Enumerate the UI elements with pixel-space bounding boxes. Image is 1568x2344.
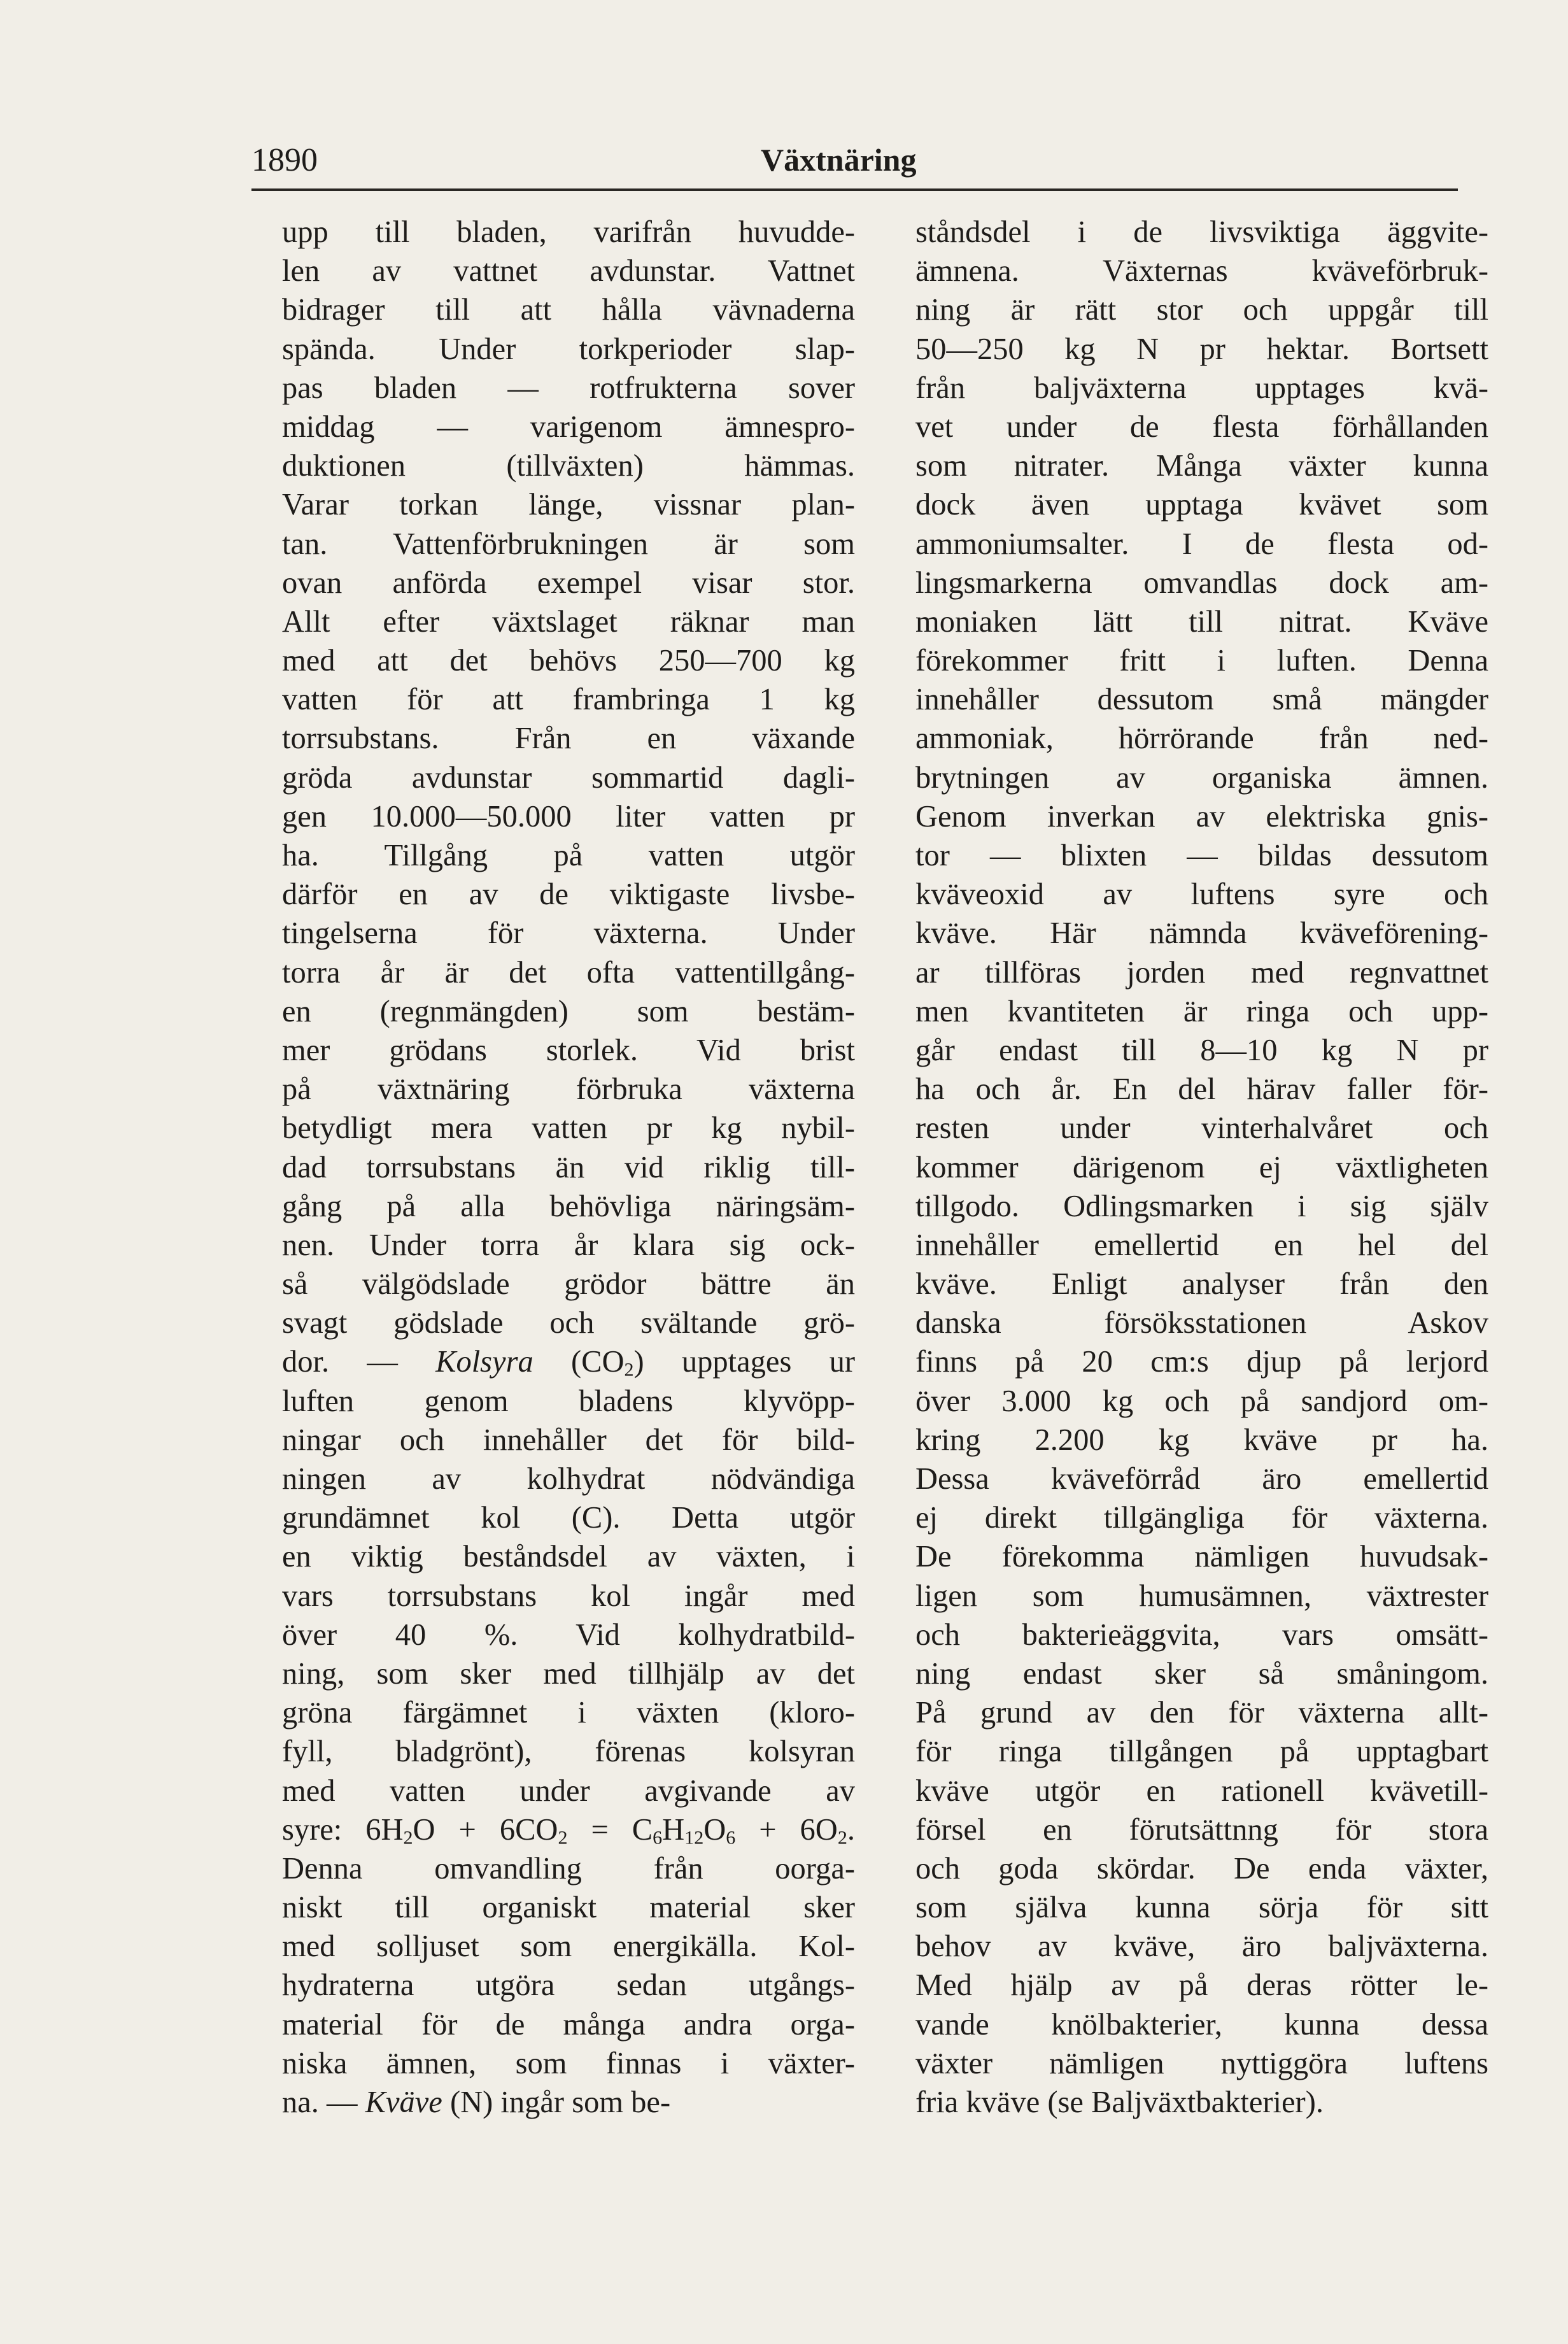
text-line: vande knölbakterier, kunna dessa xyxy=(915,2007,1488,2042)
text-line: Med hjälp av på deras rötter le- xyxy=(915,1968,1488,2003)
text-line: pas bladen — rotfrukterna sover xyxy=(282,371,855,405)
text-line: med solljuset som energikälla. Kol- xyxy=(282,1929,855,1964)
text-run: O + 6CO xyxy=(413,1812,558,1847)
text-line: På grund av den för växterna allt- xyxy=(915,1696,1488,1730)
text-line: resten under vinterhalvåret och xyxy=(915,1111,1488,1146)
text-line: tingelserna för växterna. Under xyxy=(282,916,855,951)
text-line: niskt till organiskt material sker xyxy=(282,1891,855,1925)
text-line: men kvantiteten är ringa och upp- xyxy=(915,994,1488,1028)
text-line: brytningen av organiska ämnen. xyxy=(915,760,1488,795)
left-text-column xyxy=(282,213,855,2122)
text-line: Dessa kväveförråd äro emellertid xyxy=(915,1462,1488,1496)
text-line: på växtnäring förbruka växterna xyxy=(282,1072,855,1107)
text-line: över 40 %. Vid kolhydratbild- xyxy=(282,1617,855,1652)
text-run: O xyxy=(703,1812,726,1847)
text-line: Denna omvandling från oorga- xyxy=(282,1851,855,1886)
text-line: grundämnet kol (C). Detta utgör xyxy=(282,1501,855,1535)
text-line: kväve. Här nämnda kväveförening- xyxy=(915,916,1488,951)
text-line: ning, som sker med tillhjälp av det xyxy=(282,1656,855,1691)
text-line: gröda avdunstar sommartid dagli- xyxy=(282,760,855,795)
text-line: kring 2.200 kg kväve pr ha. xyxy=(915,1423,1488,1457)
text-run: = C xyxy=(567,1812,653,1847)
text-run: 2 xyxy=(403,1826,413,1849)
text-line: betydligt mera vatten pr kg nybil- xyxy=(282,1111,855,1146)
text-line: Allt efter växtslaget räknar man xyxy=(282,604,855,639)
text-run: ) upptages ur xyxy=(633,1345,855,1379)
text-line: kväve. Enligt analyser från den xyxy=(915,1267,1488,1302)
text-line: ar tillföras jorden med regnvattnet xyxy=(915,955,1488,990)
text-line: vatten för att frambringa 1 kg xyxy=(282,683,855,717)
text-run: H xyxy=(662,1812,685,1847)
text-line: vet under de flesta förhållanden xyxy=(915,409,1488,444)
text-line: tor — blixten — bildas dessutom xyxy=(915,839,1488,872)
text-line: fria kväve (se Baljväxtbakterier). xyxy=(915,2085,1324,2119)
text-line: 50—250 kg N pr hektar. Bortsett xyxy=(915,332,1488,366)
text-line: ningen av kolhydrat nödvändiga xyxy=(282,1462,855,1496)
text-run: Kväve xyxy=(365,2085,442,2119)
text-line: över 3.000 kg och på sandjord om- xyxy=(915,1384,1488,1418)
text-line: moniaken lätt till nitrat. Kväve xyxy=(915,604,1488,639)
text-line: kommer därigenom ej växtligheten xyxy=(915,1150,1488,1184)
text-line: därför en av de viktigaste livsbe- xyxy=(282,877,855,912)
text-line: hydraterna utgöra sedan utgångs- xyxy=(282,1968,855,2003)
text-line: vars torrsubstans kol ingår med xyxy=(282,1579,855,1613)
text-run: 6 xyxy=(726,1826,736,1849)
text-line: finns på 20 cm:s djup på lerjord xyxy=(915,1345,1488,1379)
text-line: och goda skördar. De enda växter, xyxy=(915,1851,1488,1886)
text-run: 2 xyxy=(837,1826,847,1849)
text-run: 2 xyxy=(558,1826,568,1849)
text-line xyxy=(282,2083,855,2122)
text-run: 12 xyxy=(684,1826,704,1849)
text-line: bidrager till att hålla vävnaderna xyxy=(282,293,855,327)
text-line: dock även upptaga kvävet som xyxy=(915,488,1488,522)
text-run: syre: 6H xyxy=(282,1812,404,1847)
text-line: ståndsdel i de livsviktiga äggvite- xyxy=(915,215,1488,249)
text-line: som själva kunna sörja för sitt xyxy=(915,1891,1488,1925)
page-number: 1890 xyxy=(251,142,318,178)
text-line: ha och år. En del härav faller för- xyxy=(915,1072,1488,1107)
text-line: ningar och innehåller det för bild- xyxy=(282,1423,855,1457)
text-run: (N) ingår som be- xyxy=(442,2085,671,2119)
text-line: spända. Under torkperioder slap- xyxy=(282,332,855,366)
text-run: + 6O xyxy=(735,1812,838,1847)
text-line: dad torrsubstans än vid riklig till- xyxy=(282,1150,855,1184)
text-line: ämnena. Växternas kväveförbruk- xyxy=(915,254,1488,288)
text-line: ha. Tillgång på vatten utgör xyxy=(282,839,855,872)
text-line: ammoniak, hörrörande från ned- xyxy=(915,721,1488,756)
text-line: niska ämnen, som finnas i växter- xyxy=(282,2046,855,2080)
text-line: från baljväxterna upptages kvä- xyxy=(915,371,1488,405)
text-line: material för de många andra orga- xyxy=(282,2007,855,2042)
text-run: na. — xyxy=(282,2085,365,2119)
text-line: middag — varigenom ämnespro- xyxy=(282,409,855,444)
text-run: (CO xyxy=(533,1345,625,1379)
page-header xyxy=(251,127,1458,178)
text-line: gen 10.000—50.000 liter vatten pr xyxy=(282,799,855,834)
text-line: förekommer fritt i luften. Denna xyxy=(915,644,1488,678)
text-line xyxy=(282,1810,855,1849)
text-line: så välgödslade grödor bättre än xyxy=(282,1267,855,1302)
text-line: innehåller dessutom små mängder xyxy=(915,683,1488,717)
text-line: fyll, bladgrönt), förenas kolsyran xyxy=(282,1735,855,1769)
text-line: tan. Vattenförbrukningen är som xyxy=(282,527,855,561)
text-run: 6 xyxy=(653,1826,663,1849)
text-line: lingsmarkerna omvandlas dock am- xyxy=(915,565,1488,600)
text-line: kväve utgör en rationell kvävetill- xyxy=(915,1773,1488,1808)
text-line: en viktig beståndsdel av växten, i xyxy=(282,1540,855,1574)
text-line: för ringa tillgången på upptagbart xyxy=(915,1735,1488,1769)
right-text-column xyxy=(915,213,1488,2122)
text-line: med vatten under avgivande av xyxy=(282,1773,855,1808)
text-line: ej direkt tillgängliga för växterna. xyxy=(915,1501,1488,1535)
text-run: dor. — xyxy=(282,1345,436,1379)
text-run: . xyxy=(847,1812,855,1847)
text-line: nen. Under torra år klara sig ock- xyxy=(282,1228,855,1262)
text-line: ligen som humusämnen, växtrester xyxy=(915,1579,1488,1613)
text-line: ning är rätt stor och uppgår till xyxy=(915,293,1488,327)
text-line: en (regnmängden) som bestäm- xyxy=(282,994,855,1028)
text-line: ning endast sker så småningom. xyxy=(915,1656,1488,1691)
text-line: mer grödans storlek. Vid brist xyxy=(282,1033,855,1067)
header-rule xyxy=(251,188,1458,191)
text-line: luften genom bladens klyvöpp- xyxy=(282,1384,855,1418)
text-run: 2 xyxy=(624,1359,634,1381)
text-line: innehåller emellertid en hel del xyxy=(915,1228,1488,1262)
text-line: upp till bladen, varifrån huvudde- xyxy=(282,215,855,249)
text-line: svagt gödslade och svältande grö- xyxy=(282,1306,855,1340)
text-line: len av vattnet avdunstar. Vattnet xyxy=(282,254,855,288)
text-line: ammoniumsalter. I de flesta od- xyxy=(915,527,1488,561)
text-line: torra år är det ofta vattentillgång- xyxy=(282,955,855,990)
text-line: går endast till 8—10 kg N pr xyxy=(915,1033,1488,1067)
text-line: danska försöksstationen Askov xyxy=(915,1306,1488,1340)
text-line: gröna färgämnet i växten (kloro- xyxy=(282,1696,855,1730)
text-line: växter nämligen nyttiggöra luftens xyxy=(915,2046,1488,2080)
text-line: behov av kväve, äro baljväxterna. xyxy=(915,1929,1488,1964)
text-line: Genom inverkan av elektriska gnis- xyxy=(915,799,1488,834)
running-title: Växtnäring xyxy=(761,142,917,178)
text-line: gång på alla behövliga näringsäm- xyxy=(282,1189,855,1223)
text-line: kväveoxid av luftens syre och xyxy=(915,877,1488,912)
text-line: De förekomma nämligen huvudsak- xyxy=(915,1540,1488,1574)
text-line: torrsubstans. Från en växande xyxy=(282,721,855,756)
text-line: ovan anförda exempel visar stor. xyxy=(282,565,855,600)
text-line: Varar torkan länge, vissnar plan- xyxy=(282,488,855,522)
text-run: Kolsyra xyxy=(435,1345,533,1379)
text-line: med att det behövs 250—700 kg xyxy=(282,644,855,678)
text-line: som nitrater. Många växter kunna xyxy=(915,449,1488,483)
text-line: och bakterieäggvita, vars omsätt- xyxy=(915,1617,1488,1652)
text-line xyxy=(282,1342,855,1381)
text-line: duktionen (tillväxten) hämmas. xyxy=(282,449,855,483)
text-line: försel en förutsättnng för stora xyxy=(915,1812,1488,1847)
text-line: tillgodo. Odlingsmarken i sig själv xyxy=(915,1189,1488,1223)
